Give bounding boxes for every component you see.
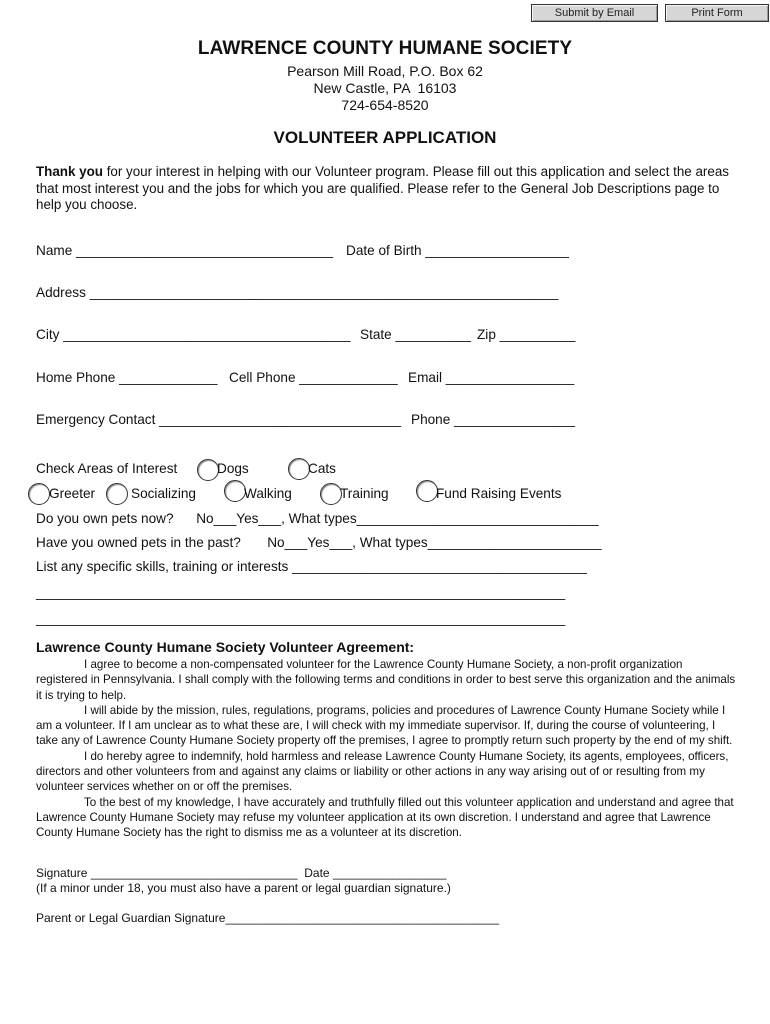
skills-field[interactable]: List any specific skills, training or interests _______________________________________ — [36, 559, 587, 574]
areas-of-interest-label: Check Areas of Interest — [36, 461, 178, 476]
emergency-phone-field[interactable]: Phone ________________ — [411, 412, 576, 427]
greeter-radio[interactable] — [28, 483, 50, 505]
fund-raising-label: Fund Raising Events — [436, 486, 562, 501]
greeter-label: Greeter — [49, 486, 96, 501]
socializing-label: Socializing — [131, 486, 196, 501]
socializing-radio[interactable] — [106, 483, 128, 505]
address-line-1: Pearson Mill Road, P.O. Box 62 — [287, 63, 483, 79]
city-field[interactable]: City ______________________________________ — [36, 327, 351, 342]
pets-now-field[interactable]: Do you own pets now? No___Yes___, What types________________________________ — [36, 511, 599, 526]
organization-title: LAWRENCE COUNTY HUMANE SOCIETY — [197, 38, 573, 59]
email-field[interactable]: Email _________________ — [408, 370, 575, 385]
cats-label: Cats — [308, 461, 336, 476]
agreement-paragraph-3: I do hereby agree to indemnify, hold harmless and release Lawrence County Humane Society, its agents, employees, officers, directors and other volunteers from and against any claims or liability or other actions in any way arising out of or resulting from my volunteer services whether on or off the premises. — [36, 749, 729, 794]
dogs-label: Dogs — [217, 461, 249, 476]
agreement-paragraph-4: To the best of my knowledge, I have accurately and truthfully filled out this volunteer application and understand and agree that Lawrence County Humane Society may refuse my volunteer application at its own discretion. I understand and agree that Lawrence County Humane Society has the right to dismiss me as a volunteer at its discretion. — [36, 795, 734, 840]
walking-label: Walking — [244, 486, 292, 501]
intro-text: for your interest in helping with our Volunteer program. Please fill out this application and select the areas that most interest you and the jobs for which you are qualified. Please refer to the General Job Descriptions page to help you choose. — [36, 164, 729, 212]
guardian-signature-field[interactable]: Parent or Legal Guardian Signature_________________________________________ — [36, 911, 500, 925]
skills-line-2[interactable]: ______________________________________________________________________ — [36, 585, 566, 600]
fund-raising-radio[interactable] — [416, 480, 438, 502]
dob-field[interactable]: Date of Birth ___________________ — [346, 243, 569, 258]
signature-field[interactable]: Signature _______________________________ Date _________________ — [36, 866, 447, 880]
form-title: VOLUNTEER APPLICATION — [273, 128, 497, 147]
print-form-button[interactable]: Print Form — [665, 4, 769, 22]
training-label: Training — [340, 486, 389, 501]
dogs-radio[interactable] — [197, 459, 219, 481]
training-radio[interactable] — [320, 483, 342, 505]
zip-field[interactable]: Zip __________ — [477, 327, 576, 342]
home-phone-field[interactable]: Home Phone _____________ — [36, 370, 218, 385]
name-field[interactable]: Name __________________________________ — [36, 243, 334, 258]
state-field[interactable]: State __________ — [360, 327, 472, 342]
walking-radio[interactable] — [224, 480, 246, 502]
address-field[interactable]: Address ______________________________________________________________ — [36, 285, 559, 300]
agreement-paragraph-2: I will abide by the mission, rules, regulations, programs, policies and procedures of Lawrence County Humane Society while I am a volunteer. If I am unclear as to what these are, I will check with my immediate supervisor. If, during the course of volunteering, I take any of Lawrence County Humane Society property off the premises, I agree to promptly return such property by the end of my shift. — [36, 703, 733, 748]
emergency-contact-field[interactable]: Emergency Contact ________________________________ — [36, 412, 402, 427]
agreement-paragraph-1: I agree to become a non-compensated volunteer for the Lawrence County Humane Society, a non-profit organization registered in Pennsylvania. I shall comply with the following terms and conditions in order to best serve this organization and the animals it is trying to help. — [36, 658, 736, 702]
agreement-text — [36, 657, 736, 841]
submit-by-email-button[interactable]: Submit by Email — [531, 4, 658, 22]
skills-line-3[interactable]: ______________________________________________________________________ — [36, 611, 566, 626]
cats-radio[interactable] — [288, 458, 310, 480]
cell-phone-field[interactable]: Cell Phone _____________ — [229, 370, 398, 385]
address-line-2: New Castle, PA 16103 — [313, 80, 457, 96]
intro-bold: Thank you — [36, 164, 103, 179]
pets-past-field[interactable]: Have you owned pets in the past? No___Yes___, What types_______________________ — [36, 535, 602, 550]
minor-note: (If a minor under 18, you must also have a parent or legal guardian signature.) — [36, 881, 451, 895]
intro-paragraph — [36, 164, 736, 214]
phone-number: 724-654-8520 — [341, 97, 429, 113]
agreement-title: Lawrence County Humane Society Volunteer Agreement: — [36, 639, 415, 655]
